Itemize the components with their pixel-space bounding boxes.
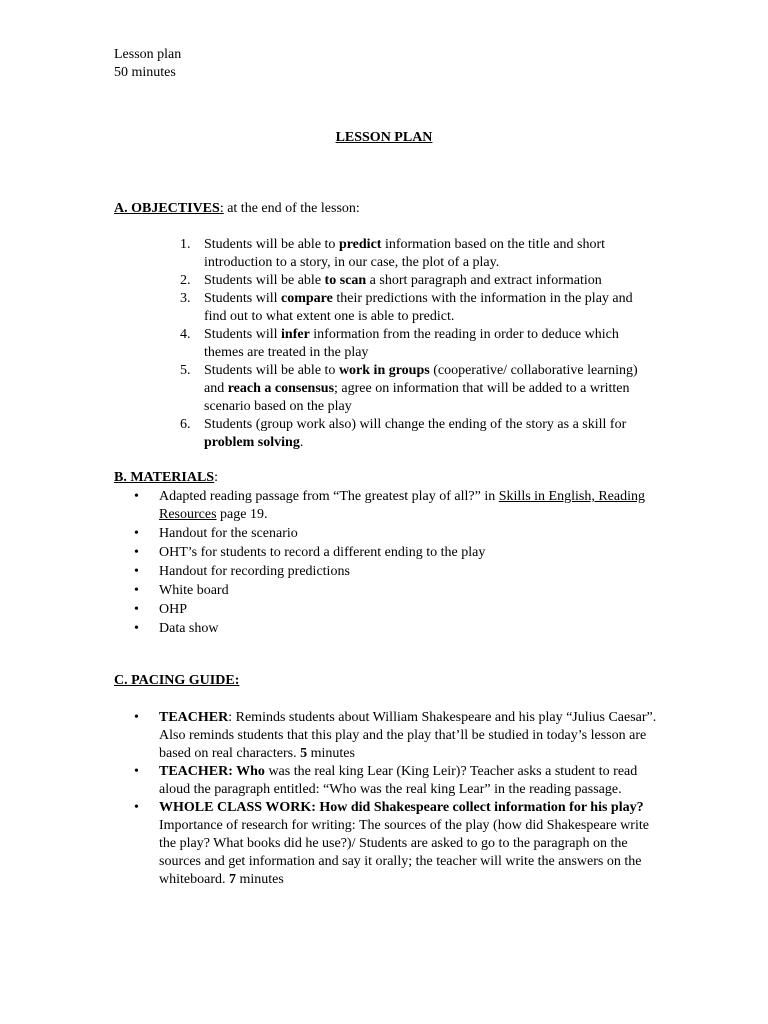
bullet-icon: • <box>134 800 139 815</box>
bullet-icon: • <box>134 583 139 598</box>
list-item: • TEACHER: Reminds students about William Shakespeare and his play “Julius Caesar”. Also reminds students that this play and the play that’ll be studied in today’s lesson are based on real characters. 5 minutes <box>134 710 657 761</box>
list-item: • White board <box>134 583 229 598</box>
bullet-icon: • <box>134 545 139 560</box>
header-lesson-plan: Lesson plan <box>114 47 182 62</box>
materials-heading: B. MATERIALS: <box>114 470 218 485</box>
bullet-icon: • <box>134 564 139 579</box>
list-item: • Handout for recording predictions <box>134 564 350 579</box>
list-item: • WHOLE CLASS WORK: How did Shakespeare collect information for his play? Importance of research for writing: The sources of the play (how did Shakespeare write the play? What books did he use?)/ Students are asked to go to the paragraph on the sources and get information and say it orally; the teacher will write the answers on the whiteboard. 7 minutes <box>134 800 649 887</box>
bullet-icon: • <box>134 764 139 779</box>
list-item: • OHP <box>134 602 188 617</box>
materials-list <box>0 488 768 639</box>
list-item: • TEACHER: Who was the real king Lear (King Leir)? Teacher asks a student to read aloud the paragraph entitled: “Who was the real king Lear” in the reading passage. <box>134 764 638 797</box>
list-item: 3. Students will compare their predictions with the information in the play and find out to what extent one is able to predict. <box>180 291 633 324</box>
list-item: 6. Students (group work also) will change the ending of the story as a skill for problem solving. <box>180 417 627 450</box>
list-item: • Handout for the scenario <box>134 526 298 541</box>
list-item: 4. Students will infer information from the reading in order to deduce which themes are treated in the play <box>180 327 619 360</box>
objectives-heading: A. OBJECTIVES: at the end of the lesson: <box>114 201 360 216</box>
book-title-link: Skills in English, Reading Resources <box>159 489 645 522</box>
pacing-list <box>0 709 768 889</box>
list-item: 1. Students will be able to predict information based on the title and short introduction to a story, in our case, the plot of a play. <box>180 237 606 270</box>
list-item: • Adapted reading passage from “The greatest play of all?” in Skills in English, Reading Resources page 19. <box>134 489 645 522</box>
bullet-icon: • <box>134 621 139 636</box>
document-header <box>114 46 181 82</box>
pacing-heading: C. PACING GUIDE: <box>114 673 240 688</box>
objectives-list <box>0 236 768 452</box>
bullet-icon: • <box>134 489 139 504</box>
header-duration: 50 minutes <box>114 65 176 80</box>
list-item: 2. Students will be able to scan a short paragraph and extract information <box>180 273 602 288</box>
list-item: 5. Students will be able to work in groups (cooperative/ collaborative learning) and reach a consensus; agree on information that will be added to a written scenario based on the play <box>180 363 638 414</box>
bullet-icon: • <box>134 710 139 725</box>
list-item: • OHT’s for students to record a different ending to the play <box>134 545 486 560</box>
bullet-icon: • <box>134 526 139 541</box>
page-title: LESSON PLAN <box>335 130 433 145</box>
bullet-icon: • <box>134 602 139 617</box>
list-item: • Data show <box>134 621 219 636</box>
